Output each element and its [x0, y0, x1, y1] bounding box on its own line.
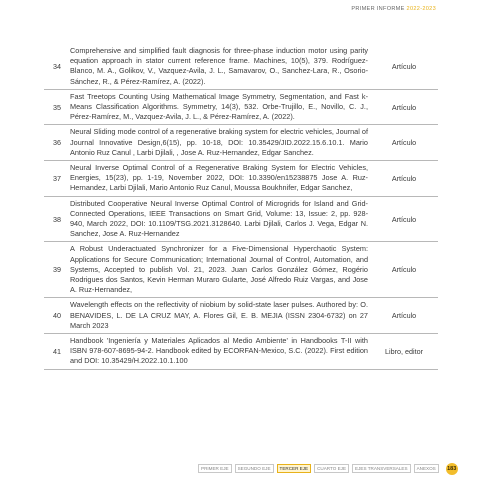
row-description: A Robust Underactuated Synchronizer for a Five-Dimensional Hyperchaotic System: Applications for Secure Communication; International Journal of Control, Automation, and Systems, Accepted to publish Vol. 21, 2023. Juan Carlos González Gómez, Rogério Rodrigues dos Santos, Kevin Herman Muraro Gularte, José Alfredo Ruiz Vargas, and Jose A. Ruz-Hernandez,	[70, 244, 368, 295]
table-row	[44, 161, 438, 197]
row-type: Artículo	[391, 138, 417, 148]
row-number: 37	[53, 173, 61, 183]
row-description: Handbook 'Ingeniería y Materiales Aplicados al Medio Ambiente' in Handbooks T-II with ISBN 978-607-8695-94-2. Handbook edited by ECORFAN-Mexico, S.C. (2022). First edition and DOI: 10.35429/H.2022.10.1.100	[70, 336, 368, 366]
tab-ejes-transversales[interactable]: EJES TRANSVERSALES	[352, 464, 411, 473]
row-type: Artículo	[391, 214, 417, 224]
report-year: 2022-2023	[406, 6, 436, 12]
row-number: 38	[53, 214, 61, 224]
table-row	[44, 242, 438, 298]
row-number: 34	[53, 61, 61, 71]
report-header	[351, 6, 436, 12]
row-type: Artículo	[391, 61, 417, 71]
table-row	[44, 90, 438, 126]
table-row	[44, 197, 438, 243]
row-type: Artículo	[391, 102, 417, 112]
row-type: Artículo	[391, 265, 417, 275]
table-row	[44, 298, 438, 334]
table-row	[44, 44, 438, 90]
page-number: 183	[446, 463, 458, 475]
table-row	[44, 334, 438, 370]
row-type: Artículo	[391, 311, 417, 321]
row-number: 41	[53, 346, 61, 356]
tab-anexos[interactable]: ANEXOS	[414, 464, 439, 473]
row-type: Artículo	[391, 173, 417, 183]
tab-primer-eje[interactable]: PRIMER EJE	[198, 464, 232, 473]
tab-cuarto-eje[interactable]: CUARTO EJE	[314, 464, 349, 473]
publications-table	[44, 44, 438, 370]
row-description: Wavelength effects on the reflectivity of niobium by solid-state laser pulses. Authored by: O. BENAVIDES, L. DE LA CRUZ MAY, A. Flores Gil, E. B. MEJIA (ISSN 2304-6732) on 27 March 2023	[70, 300, 368, 330]
row-description: Fast Treetops Counting Using Mathematical Image Symmetry, Segmentation, and Fast k-Means Classification Algorithms. Symmetry, 14(3), 532. Orbe-Trujillo, E., Novillo, C. J., Pérez-Ramírez, M., Vazquez-Avila, J. L., & Pérez-Ramírez, A. (2022).	[70, 91, 368, 122]
row-description: Comprehensive and simplified fault diagnosis for three-phase induction motor using parity equation approach in stator current reference frame. Machines, 10(5), 379. Rodríguez-Blanco, M. A., Golikov, V., Vazquez-Avila, J. L., Samavarov, O., Sanchez-Lara, R., Osorio-Sánchez, R., & Pérez-Ramírez, A. (2022).	[70, 46, 368, 86]
footer-nav	[198, 464, 458, 473]
row-number: 40	[53, 311, 61, 321]
table-row	[44, 125, 438, 161]
row-number: 39	[53, 265, 61, 275]
row-description: Distributed Cooperative Neural Inverse Optimal Control of Microgrids for Island and Grid-Connected Operations, IEEE Transactions on Smart Grid, Volume: 13, Issue: 2, pp. 928-940, March 2022, DOI: 10.1109/TSG.2021.3128640. Larbi Djilali, Carlos J. Vega, Edgar N. Sanchez, Jose A. Ruz-Hernandez	[70, 198, 368, 239]
row-number: 35	[53, 102, 61, 112]
tab-tercer-eje[interactable]: TERCER EJE	[277, 464, 312, 473]
row-type: Libro, editor	[385, 346, 423, 356]
row-number: 36	[53, 138, 61, 148]
row-description: Neural Inverse Optimal Control of a Regenerative Braking System for Electric Vehicles, Energies, 15(23), pp. 1-19, November 2022, DOI: 10.3390/en15238875 Jose A. Ruz-Hernandez, Larbi Djilali, Mario Antonio Ruz Canul, Moussa Boukhnifer, Edgar Sanchez,	[70, 163, 368, 193]
row-description: Neural Sliding mode control of a regenerative braking system for electric vehicles, Journal of Journal Innovative Design,6(15), pp. 10-18, DOI: 10.35429/JID.2022.15.6.10.1. Mario Antonio Ruz Canul , Larbi Djilali, , Jose A. Ruz-Hernandez, Edgar Sanchez.	[70, 127, 368, 157]
tab-segundo-eje[interactable]: SEGUNDO EJE	[235, 464, 274, 473]
report-title: PRIMER INFORME	[351, 6, 405, 12]
